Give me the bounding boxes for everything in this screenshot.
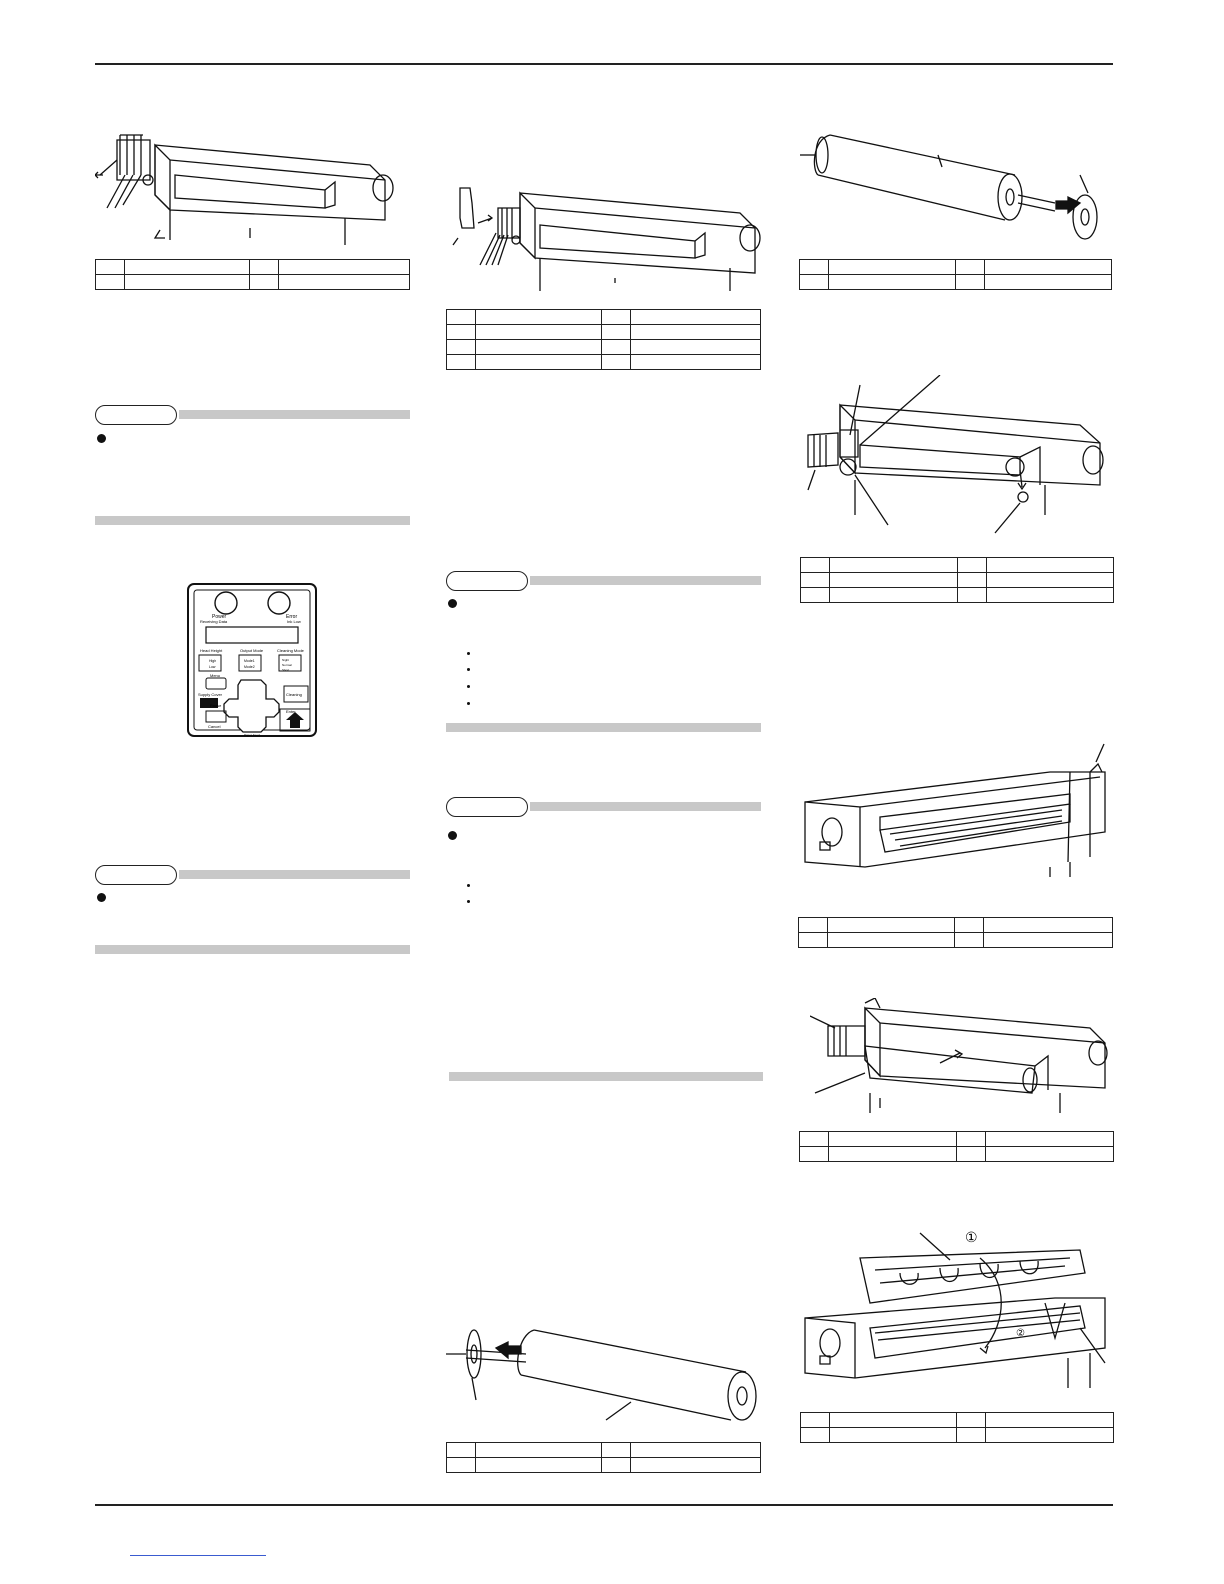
- table-row: [799, 918, 1113, 933]
- table-row: [800, 1132, 1114, 1147]
- printer-illustration-icon: [800, 1228, 1110, 1393]
- control-panel-illustration-icon: [186, 582, 318, 738]
- table-row: [447, 1458, 761, 1473]
- operation-panel-figure: [186, 582, 318, 738]
- table-row: [801, 558, 1114, 573]
- table-row: [801, 1413, 1114, 1428]
- roll-paper-illustration-icon: [800, 125, 1105, 240]
- printer-open-cover-figure: [800, 1228, 1110, 1393]
- table-row: [800, 275, 1112, 290]
- caution-bullet: [97, 434, 106, 443]
- caution-end-bar: [449, 1072, 763, 1081]
- paper-feed-label: Paper Feed: [244, 733, 260, 737]
- cleaning-mode-label: Cleaning Mode: [277, 648, 304, 653]
- table-row: [447, 1443, 761, 1458]
- caution-tag: [446, 571, 528, 591]
- roll-paper-holder-right-figure: [800, 125, 1105, 240]
- table-row: [801, 1428, 1114, 1443]
- roll-paper-illustration-icon: [446, 1320, 761, 1428]
- list-tick: [467, 884, 470, 887]
- list-tick: [467, 702, 470, 705]
- cleaning-mode-opt-normal: Normal: [282, 663, 292, 667]
- caution-bullet: [448, 599, 457, 608]
- table-row: [801, 573, 1114, 588]
- parts-table-5: [800, 557, 1114, 603]
- cleaning-mode-opt-night: Night: [282, 658, 290, 662]
- caution-tag: [95, 865, 177, 885]
- head-height-label: Head Height: [200, 648, 223, 653]
- caution-end-bar: [95, 516, 410, 525]
- printer-front-lever-figure: [800, 742, 1110, 877]
- printer-illustration-icon: [800, 375, 1110, 535]
- parts-table-8: [800, 1412, 1114, 1443]
- supply-cover-label: Supply Cover: [198, 692, 223, 697]
- list-tick: [467, 685, 470, 688]
- caution-header-4: [446, 797, 761, 821]
- output-mode-opt-2: Mode2: [244, 665, 255, 669]
- caution-bullet: [97, 893, 106, 902]
- printer-ink-cartridge-figure: [450, 183, 765, 293]
- caution-header-2: [95, 865, 410, 889]
- callout-2-label: ②: [1016, 1328, 1025, 1339]
- caution-end-bar: [446, 723, 761, 732]
- cleaning-label: Cleaning: [286, 692, 302, 697]
- caution-end-bar: [95, 945, 410, 954]
- error-label: Error: [286, 614, 298, 620]
- table-row: [447, 310, 761, 325]
- callout-1-label: ①: [965, 1229, 978, 1245]
- header-rule: [95, 63, 1113, 65]
- table-row: [800, 260, 1112, 275]
- caution-tag: [446, 797, 528, 817]
- caution-tag: [95, 405, 177, 425]
- head-height-opt-high: High: [209, 659, 217, 663]
- footer-rule: [95, 1504, 1113, 1506]
- printer-illustration-icon: [95, 120, 400, 245]
- printer-illustration-icon: [810, 998, 1110, 1113]
- roll-paper-holder-left-figure: [446, 1320, 761, 1428]
- receiving-data-label: Receiving Data: [200, 619, 228, 624]
- output-mode-label: Output Mode: [240, 648, 264, 653]
- printer-rear-holder-figure: [800, 375, 1110, 535]
- power-label: Power: [212, 614, 227, 620]
- table-row: [96, 260, 410, 275]
- table-row: [801, 588, 1114, 603]
- caution-bar: [179, 410, 410, 419]
- ink-low-label: Ink Low: [287, 619, 301, 624]
- caution-header-3: [446, 571, 761, 595]
- cleaning-mode-opt-short: Short: [282, 668, 290, 672]
- enter-label: Enter: [286, 709, 296, 714]
- printer-roll-loaded-figure: [810, 998, 1110, 1113]
- printer-illustration-icon: [800, 742, 1110, 877]
- parts-table-2: [446, 309, 761, 370]
- caution-bar: [530, 802, 761, 811]
- parts-table-6: [798, 917, 1113, 948]
- table-row: [447, 355, 761, 370]
- caution-bullet: [448, 831, 457, 840]
- parts-table-3: [446, 1442, 761, 1473]
- table-row: [447, 340, 761, 355]
- printer-ink-holders-figure: [95, 120, 400, 245]
- menu-label: Menu: [210, 673, 221, 678]
- table-row: [799, 933, 1113, 948]
- list-tick: [467, 668, 470, 671]
- caution-bar: [179, 870, 410, 879]
- printer-illustration-icon: [450, 183, 765, 293]
- list-tick: [467, 900, 470, 903]
- head-height-opt-low: Low: [209, 665, 216, 669]
- table-row: [96, 275, 410, 290]
- cancel-label: Cancel: [208, 724, 221, 729]
- caution-header-1: [95, 405, 410, 429]
- table-row: [447, 325, 761, 340]
- parts-table-4: [799, 259, 1112, 290]
- table-row: [800, 1147, 1114, 1162]
- caution-bar: [530, 576, 761, 585]
- footer-link-underline[interactable]: [130, 1555, 266, 1556]
- output-mode-opt-1: Mode1: [244, 659, 255, 663]
- parts-table-1: [95, 259, 410, 290]
- list-tick: [467, 652, 470, 655]
- parts-table-7: [799, 1131, 1114, 1162]
- pause-label: Pause: [210, 703, 222, 708]
